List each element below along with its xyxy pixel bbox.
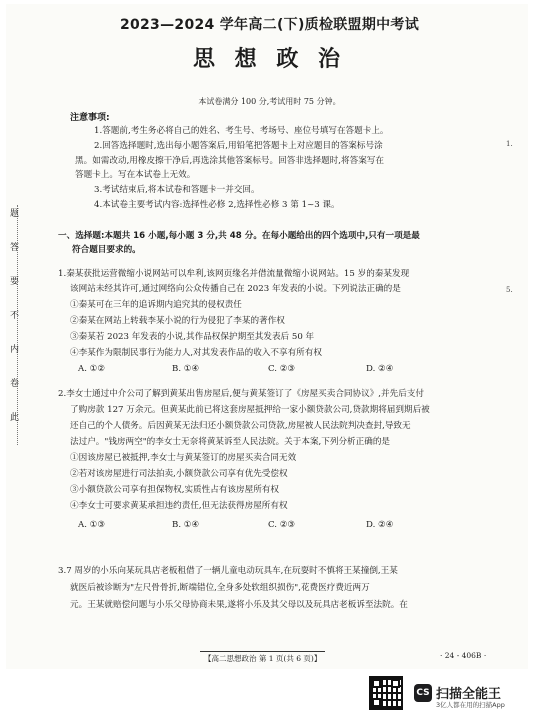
q2-stem: 法过户。"钱房两空"的李女士无奈将黄某诉至人民法院。关于本案,下列分析正确的是 [70,437,391,447]
scanner-tagline: 3亿人都在用的扫描App [436,701,505,709]
score-info: 本试卷满分 100 分,考试用时 75 分钟。 [198,97,341,106]
qr-finder [372,698,381,707]
exam-subject: 思 想 政 治 [193,47,346,72]
exam-title: 2023—2024 学年高二(下)质检联盟期中考试 [119,17,420,33]
note-line: 2.回答选择题时,选出每小题答案后,用铅笔把答题卡上对应题目的答案标号涂 [94,141,383,151]
q2-stem: 了购房款 127 万余元。但黄某此前已将这套房屋抵押给一家小额贷款公司,贷款期将届到期后被 [70,405,430,415]
q1-answer-c: C. ②③ [268,364,296,374]
qr-finder [391,679,400,688]
q2-answer-c: C. ②③ [268,520,296,530]
q1-answer-a: A. ①② [78,364,106,374]
q2-option: ④李女士可要求黄某承担违约责任,但无法获得房屋所有权 [70,501,288,511]
binding-char: 答 [10,243,20,253]
q1-option: ①秦某可在三年的追诉期内追究其的侵权责任 [70,300,242,310]
margin-mark: 1. [506,140,513,148]
q2-answer-a: A. ①③ [78,520,106,530]
qr-code [369,676,403,710]
q1-answer-b: B. ①④ [172,364,200,374]
q1-stem: 1.秦某获批运营微缩小说网站可以牟利,该网页缘名并借流量微缩小说网站。15 岁的秦某发现 [58,269,410,279]
margin-mark: 5. [506,286,513,294]
q2-option: ②若对该房屋进行司法拍卖,小额贷款公司享有优先受偿权 [70,469,288,479]
binding-char: 卷 [10,379,20,389]
q2-stem: 还自己的个人债务。后因黄某无法归还小额贷款公司贷款,房屋被人民法院判决查封,导致无 [70,421,411,431]
qr-finder [372,679,381,688]
section-intro-line2: 符合题目要求的。 [72,245,141,255]
q2-answer-d: D. ②④ [366,520,394,530]
q1-option: ②秦某在网站上转载李某小说的行为侵犯了李某的著作权 [70,316,285,326]
exam-code: · 24 - 406B · [440,651,487,660]
q1-answer-d: D. ②④ [366,364,394,374]
note-line: 1.答题前,考生务必将自己的姓名、考生号、考场号、座位号填写在答题卡上。 [94,126,389,136]
binding-char: 要 [10,277,20,287]
section-intro [58,231,420,242]
note-line: 答题卡上。写在本试卷上无效。 [75,170,196,180]
binding-char: 不 [10,311,20,321]
note-line: 3.考试结束后,将本试卷和答题卡一并交回。 [94,185,260,195]
q2-stem: 2.李女士通过中介公司了解到黄某出售房屋后,便与黄某签订了《房屋买卖合同协议》,并先后支付 [58,389,425,399]
q2-option: ③小额贷款公司享有担保物权,实质性占有该房屋所有权 [70,485,279,495]
notes-heading: 注意事项: [70,113,110,123]
q2-option: ①因该房屋已被抵押,李女士与黄某签订的房屋买卖合同无效 [70,453,297,463]
binding-char: 题 [10,209,20,219]
page-footer: 【高二思想政治 第 1 页(共 6 页)】 [200,651,325,665]
q3-stem: 就医后被诊断为"左尺骨骨折,断端错位,全身多处软组织损伤",花费医疗费近两万 [70,583,370,593]
binding-dotted-line [17,205,19,445]
section-heading: 一、选择题: [58,231,105,241]
section-intro-text: 本题共 16 小题,每小题 3 分,共 48 分。在每小题给出的四个选项中,只有一项是最 [104,231,420,241]
note-line: 黑。如需改动,用橡皮擦干净后,再选涂其他答案标号。回答非选择题时,将答案写在 [75,156,384,166]
q3-stem: 元。王某就赔偿问题与小乐父母协商未果,遂将小乐及其父母以及玩具店老板诉至法院。在 [70,600,408,610]
binding-margin [8,205,30,445]
q1-stem: 该网站未经其许可,通过网络向公众传播自己在 2023 年发表的小说。下列说法正确的是 [70,284,401,294]
binding-char: 内 [10,345,20,355]
q2-answer-b: B. ①④ [172,520,200,530]
binding-char: 此 [10,413,20,423]
q1-option: ③秦某若 2023 年发表的小说,其作品权保护期至其发表后 50 年 [70,332,315,342]
q3-stem: 3.7 周岁的小乐向某玩具店老板租借了一辆儿童电动玩具车,在玩耍时不慎将王某撞倒,王某 [58,566,398,576]
note-line: 4.本试卷主要考试内容:选择性必修 2,选择性必修 3 第 1~3 课。 [94,200,340,210]
camscanner-logo: CS [414,684,432,702]
scanner-app-name: 扫描全能王 [436,687,502,702]
q1-option: ④李某作为限制民事行为能力人,对其发表作品的收入不享有所有权 [70,348,322,358]
